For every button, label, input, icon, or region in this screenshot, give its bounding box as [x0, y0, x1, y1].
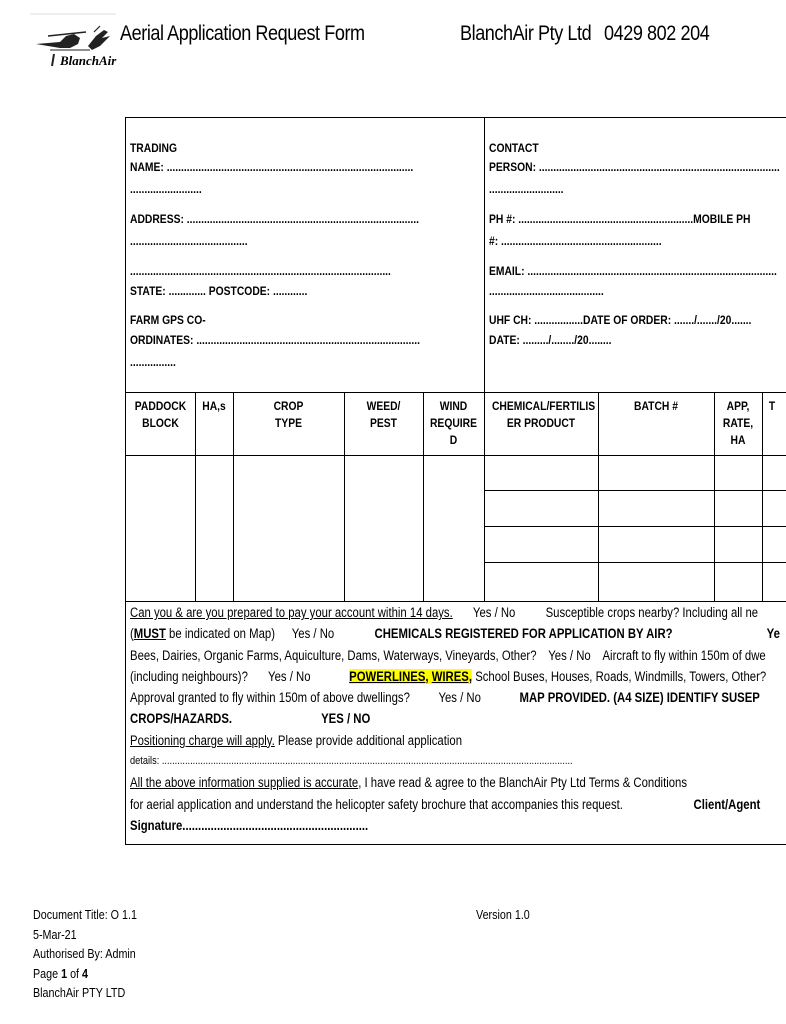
hazards-list: School Buses, Houses, Roads, Windmills, Towers, Other? [472, 668, 767, 684]
company-phone: 0429 802 204 [604, 22, 710, 45]
email-field-cont[interactable]: ........................................ [489, 284, 604, 298]
col-paddock-block: PADDOCK BLOCK [134, 399, 187, 430]
logo-text: BlanchAir [60, 53, 117, 68]
dwellings-yes-no[interactable]: Yes / No [268, 668, 311, 684]
sensitive-sites-question: Bees, Dairies, Organic Farms, Aquiculture, Dams, Waterways, Vineyards, Other? [130, 647, 537, 663]
dwellings-question: Aircraft to fly within 150m of dwe [602, 647, 766, 663]
state-postcode-field[interactable]: STATE: ............. POSTCODE: ............ [130, 284, 308, 298]
doc-authorised: Authorised By: Admin [33, 947, 136, 961]
mobile-field[interactable]: #: ........................................................ [489, 234, 662, 248]
address-field[interactable]: ADDRESS: ................................................................................. [130, 212, 420, 226]
company-name: BlanchAir Pty Ltd [460, 22, 592, 45]
signature-field[interactable]: Signature........................................................... [130, 817, 369, 833]
terms-payment: Can you & are you prepared to pay your account within 14 days. [130, 605, 453, 620]
sensitive-yes-no[interactable]: Yes / No [548, 647, 591, 663]
doc-date: 5-Mar-21 [33, 927, 77, 942]
farm-gps-label: FARM GPS CO- [130, 313, 206, 327]
company-logo [30, 12, 116, 72]
col-truncated: T [768, 399, 776, 413]
map-provided-label: MAP PROVIDED. (A4 SIZE) IDENTIFY SUSEP [519, 690, 760, 706]
positioning-charge: Positioning charge will apply. [130, 732, 275, 748]
wires-label: WIRES, [431, 668, 473, 684]
client-agent-label: Client/Agent [693, 796, 761, 812]
contact-person-field[interactable]: PERSON: .................................................................................... [489, 160, 780, 174]
trading-name-field[interactable]: NAME: ...................................................................................... [130, 160, 414, 174]
payment-yes-no[interactable]: Yes / No [472, 605, 516, 620]
farm-gps-field[interactable]: ORDINATES: .............................................................................. [130, 333, 420, 347]
details-field[interactable]: details: ................................................................................................................................................................ [130, 755, 573, 768]
accuracy-statement: All the above information supplied is accurate [130, 775, 359, 791]
doc-title: Document Title: O 1.1 [33, 908, 137, 922]
susceptible-yes-no[interactable]: Yes / No [291, 626, 335, 642]
approval-question: Approval granted to fly within 150m of above dwellings? [130, 690, 410, 706]
address-field-line3[interactable]: ........................................................................................... [130, 264, 391, 278]
form-title: Aerial Application Request Form [120, 22, 365, 45]
request-form [125, 117, 786, 845]
farm-gps-field-cont[interactable]: ................ [130, 355, 176, 369]
date-field[interactable]: DATE: ........./......../20........ [489, 333, 612, 347]
doc-version: Version 1.0 [476, 908, 530, 922]
chemicals-yes-no[interactable]: Ye [766, 626, 780, 642]
col-crop-type: CROP TYPE [273, 399, 304, 430]
col-batch: BATCH # [634, 399, 678, 413]
col-weed-pest: WEED/ PEST [366, 399, 401, 430]
page-number: Page 1 of 4 [33, 966, 88, 981]
col-wind-required: WIND REQUIRE D [429, 399, 478, 447]
chemicals-registered-question: CHEMICALS REGISTERED FOR APPLICATION BY AIR? [374, 626, 673, 642]
contact-label: CONTACT [489, 141, 539, 155]
approval-yes-no[interactable]: Yes / No [438, 690, 481, 706]
col-chemical-product: CHEMICAL/FERTILIS ER PRODUCT [491, 399, 596, 430]
contact-person-field-cont[interactable]: .......................... [489, 182, 564, 196]
terms-section: Can you & are you prepared to pay your account within 14 days. Yes / No Susceptible crops nearby? Including all ne (MUST be indicated on Map) Yes / No CHEMICALS REGISTERED FOR APPLICATION BY AIR? Ye Bees, Dairies, Organic Farms, Aquiculture, Dams, Waterways, Vineyards, Other? Yes / No Aircraft to fly within 150m of dwe (including neighbours)? Yes / No POWERLINES, WIRES, School Buses, Houses, Roads, Windmills, Towers, Other? Approval granted to fly within 150m of above dwellings? Yes / No MAP PROVIDED. (A4 SIZE) IDENTIFY SUSEP CROPS/HAZARDS. YES / NO Positioning charge will apply. Please provide additional application details: ................................................................................................................................................................ All the above information supplied is accurate, I have read & agree to the BlanchAir Pty Ltd Terms & Conditions for aerial application and understand the helicopter safety brochure that accompanies this request. Client/Agent Signature........................................................... [130, 605, 780, 833]
document-footer [33, 906, 137, 1004]
uhf-date-order-field[interactable]: UHF CH: .................DATE OF ORDER: ......./......./20....... [489, 313, 752, 327]
phone-field[interactable]: PH #: .............................................................MOBILE PH [489, 212, 751, 226]
trading-name-field-cont[interactable]: ......................... [130, 182, 202, 196]
trading-name-label: TRADING [130, 141, 178, 155]
map-yes-no[interactable]: YES / NO [321, 711, 371, 727]
address-field-cont[interactable]: ......................................... [130, 234, 248, 248]
must-label: MUST [133, 626, 166, 642]
susceptible-crops-question: Susceptible crops nearby? Including all ne [545, 605, 759, 620]
email-field[interactable]: EMAIL: ....................................................................................... [489, 264, 777, 278]
doc-company: BlanchAir PTY LTD [33, 986, 126, 1000]
powerlines-label: POWERLINES [349, 668, 426, 684]
col-app-rate: APP, RATE, HA [722, 399, 754, 447]
col-has: HA,s [202, 399, 226, 413]
